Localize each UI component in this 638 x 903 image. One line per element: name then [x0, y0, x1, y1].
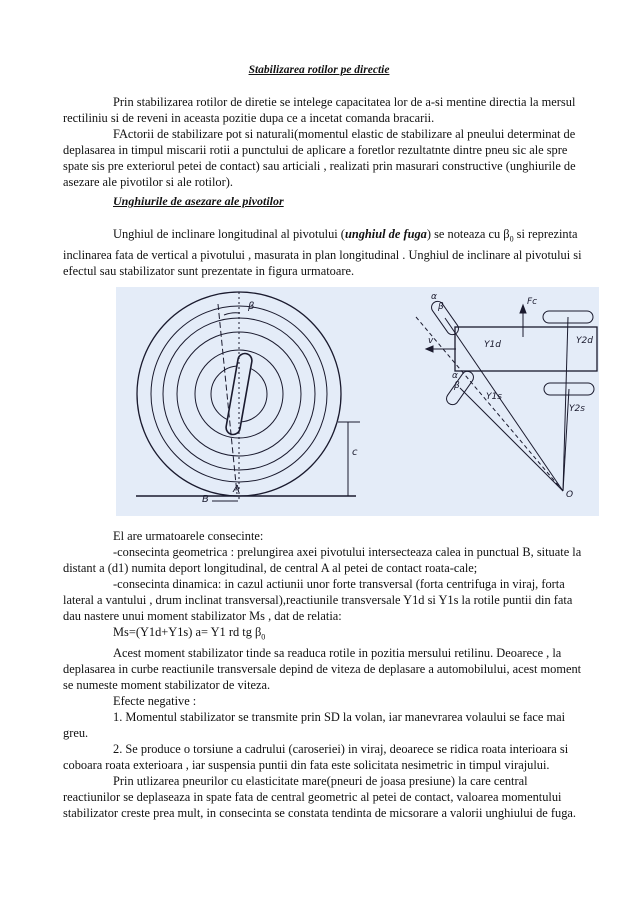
- intro-section: [63, 94, 583, 190]
- label-o: O: [566, 490, 574, 500]
- label-c: c: [352, 447, 358, 458]
- label-v: v: [428, 336, 434, 346]
- label-beta-2: β: [454, 381, 460, 391]
- caster-angle-figure: [116, 287, 599, 516]
- consequences-section: [63, 528, 583, 821]
- paragraph-stabilizing-moment: Acest moment stabilizator tinde sa readuca rotile in pozitia mersului retilinu. Deoarece , la deplasarea in curbe reactiunile transversale depind de viteza de deplasare a automobilului, acest moment se numeste moment stabilizator de viteza.: [63, 646, 582, 693]
- figure-background: [116, 287, 599, 516]
- label-y1s: Y1s: [486, 392, 502, 402]
- formula: Ms=(Y1d+Y1s) a= Y1 rd tg $\beta_0$: [113, 625, 266, 642]
- section-heading: Unghiurile de asezare ale pivotilor: [113, 194, 284, 208]
- page-title: Stabilizarea rotilor pe directie: [248, 64, 390, 76]
- paragraph-effect-1: 1. Momentul stabilizator se transmite prin SD la volan, iar manevrarea volaului se face mai greu.: [63, 710, 566, 741]
- label-y2d: Y2d: [576, 336, 593, 346]
- paragraph-definition: Prin stabilizarea rotilor de diretie se intelege capacitatea lor de a-si mentine directia la mersul rectiliniu si de reveni in aceasta pozitie dupa ce a incetat comanda bracarii.: [63, 95, 576, 125]
- label-fc: Fc: [527, 297, 538, 307]
- label-beta: β: [248, 301, 255, 312]
- label-beta-1: β: [438, 302, 444, 312]
- label-b: B: [202, 494, 209, 505]
- label-y1d: Y1d: [484, 340, 501, 350]
- paragraph-caster-angle: Unghiul de inclinare longitudinal al pivotului (unghiul de fuga) se noteaza cu $\beta_0$ si reprezinta inclinarea fata de vertical a pivotului , masurata in plan longitudinal . Unghiul de inclinare al pivotului si efectul sau stabilizator sunt prezentate in figura urmatoare.: [63, 227, 582, 279]
- label-a: A: [233, 484, 240, 495]
- emphasis-caster: unghiul de fuga: [344, 227, 427, 241]
- label-y2s: Y2s: [569, 404, 585, 414]
- paragraph-consequences-intro: El are urmatoarele consecinte:: [113, 529, 264, 543]
- paragraph-dynamic: -consecinta dinamica: in cazul actiunii unor forte transversal (forta centrifuga in viraj, forta lateral a vantului , drum inclinat transversal),reactiunile transversale Y1d si Y1s la rotile puntii din fata dau nastere unui moment stabilizator Ms , dat de relatia:: [63, 577, 573, 623]
- paragraph-elastic-tires: Prin utlizarea pneurilor cu elasticitate mare(pneuri de joasa presiune) la care central reactiunilor se deplaseaza in spate fata de central geometric al petei de contact, valoarea momentului stabilizator creste prea mult, in consecinta se constata tendinta de micsorare a valorii unghiului de fuga.: [63, 774, 576, 821]
- label-alpha-2: α: [452, 371, 458, 381]
- paragraph-negative-effects: Efecte negative :: [113, 694, 197, 709]
- paragraph-factors: FActorii de stabilizare pot si naturali(momentul elastic de stabilizare al pneului determinat de deplasarea in timpul miscarii rotii a punctului de aplicare a foretlor rezultatnte dintre pneu sic ale spre spate sis pre exteriorul petei de contact) sau articiali , realizati prin masurari constructive (unghiurile de asezare ale pivotilor si ale rotilor).: [63, 127, 576, 189]
- label-alpha-1: α: [431, 292, 437, 302]
- caster-section: [63, 226, 583, 279]
- paragraph-geometric: -consecinta geometrica : prelungirea axei pivotului intersecteaza calea in punctual B, situate la distant a (d1) numita deport longitudinal, de central A al petei de contact roata-cale;: [63, 545, 582, 575]
- paragraph-effect-2: 2. Se produce o torsiune a cadrului (caroseriei) in viraj, deoarece se ridica roata interioara si coboara roata exterioara , iar suspensia puntii din fata este solicitata nesimetric in timpul virajului.: [63, 742, 569, 773]
